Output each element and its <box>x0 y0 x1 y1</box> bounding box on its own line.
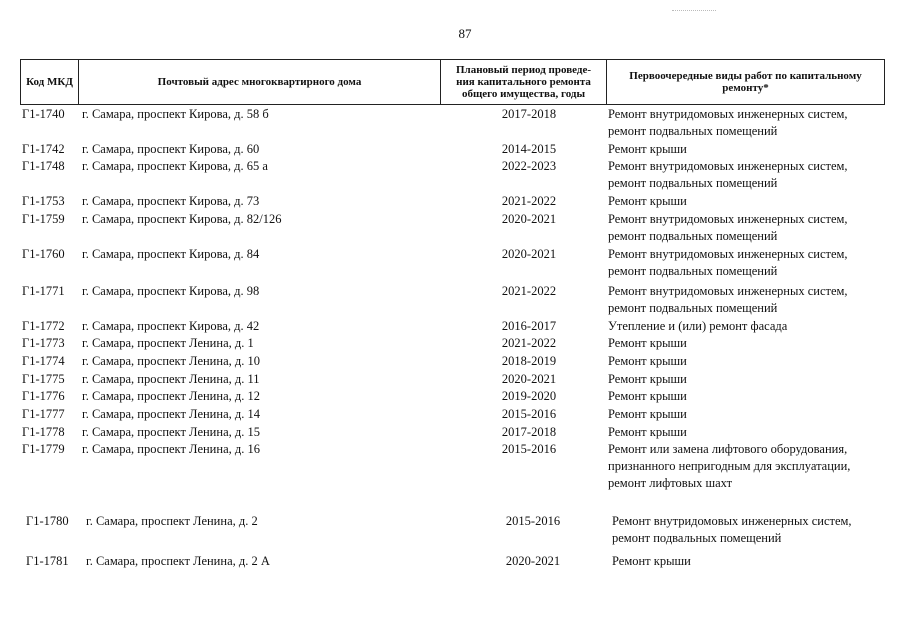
postal-address: г. Самара, проспект Ленина, д. 11 <box>82 372 260 386</box>
header-works-line: ремонту* <box>722 82 769 94</box>
priority-works-line: ремонт лифтовых шахт <box>608 476 733 490</box>
priority-works-line: Утепление и (или) ремонт фасада <box>608 319 788 333</box>
postal-address: г. Самара, проспект Ленина, д. 16 <box>82 442 260 456</box>
mkd-code: Г1-1781 <box>26 554 69 568</box>
priority-works <box>608 441 898 492</box>
priority-works-line: Ремонт или замена лифтового оборудования, <box>608 442 848 456</box>
priority-works-line: Ремонт крыши <box>608 194 687 208</box>
mkd-code: Г1-1742 <box>22 142 65 156</box>
priority-works <box>612 553 902 570</box>
priority-works-line: признанного непригодным для эксплуатации, <box>608 459 851 473</box>
priority-works-line: ремонт подвальных помещений <box>608 176 778 190</box>
mkd-code: Г1-1753 <box>22 194 65 208</box>
priority-works-line: Ремонт внутридомовых инженерных систем, <box>608 107 848 121</box>
mkd-code: Г1-1777 <box>22 407 65 421</box>
priority-works-line: Ремонт крыши <box>608 354 687 368</box>
mkd-code: Г1-1760 <box>22 247 65 261</box>
repair-period: 2020-2021 <box>501 247 557 261</box>
priority-works-line: Ремонт крыши <box>608 389 687 403</box>
mkd-code: Г1-1776 <box>22 389 65 403</box>
postal-address: г. Самара, проспект Ленина, д. 1 <box>82 336 254 350</box>
priority-works <box>608 211 898 245</box>
priority-works <box>608 193 898 210</box>
repair-period: 2021-2022 <box>501 284 557 298</box>
postal-address: г. Самара, проспект Ленина, д. 10 <box>82 354 260 368</box>
postal-address: г. Самара, проспект Ленина, д. 14 <box>82 407 260 421</box>
priority-works-line: Ремонт внутридомовых инженерных систем, <box>608 159 848 173</box>
header-period-line: ния капитального ремонта <box>456 76 591 88</box>
repair-period: 2021-2022 <box>501 194 557 208</box>
priority-works-line: Ремонт внутридомовых инженерных систем, <box>612 514 852 528</box>
priority-works <box>608 388 898 405</box>
repair-period: 2016-2017 <box>501 319 557 333</box>
priority-works-line: Ремонт крыши <box>608 336 687 350</box>
postal-address: г. Самара, проспект Кирова, д. 82/126 <box>82 212 282 226</box>
priority-works-line: Ремонт крыши <box>612 554 691 568</box>
priority-works <box>608 318 898 335</box>
priority-works-line: Ремонт крыши <box>608 425 687 439</box>
priority-works-line: Ремонт крыши <box>608 407 687 421</box>
mkd-code: Г1-1775 <box>22 372 65 386</box>
postal-address: г. Самара, проспект Кирова, д. 65 а <box>82 159 268 173</box>
priority-works-line: Ремонт внутридомовых инженерных систем, <box>608 212 848 226</box>
priority-works-line: Ремонт внутридомовых инженерных систем, <box>608 247 848 261</box>
header-address: Почтовый адрес многоквартирного дома <box>78 60 440 104</box>
priority-works <box>608 141 898 158</box>
priority-works-line: Ремонт внутридомовых инженерных систем, <box>608 284 848 298</box>
priority-works-line: ремонт подвальных помещений <box>608 264 778 278</box>
priority-works <box>608 283 898 317</box>
priority-works-line: ремонт подвальных помещений <box>612 531 782 545</box>
priority-works <box>608 424 898 441</box>
header-code: Код МКД <box>20 60 78 104</box>
priority-works <box>608 158 898 192</box>
repair-period: 2017-2018 <box>501 425 557 439</box>
mkd-code: Г1-1771 <box>22 284 65 298</box>
priority-works <box>612 513 902 547</box>
priority-works <box>608 406 898 423</box>
priority-works-line: ремонт подвальных помещений <box>608 229 778 243</box>
repair-period: 2019-2020 <box>501 389 557 403</box>
postal-address: г. Самара, проспект Ленина, д. 15 <box>82 425 260 439</box>
mkd-code: Г1-1773 <box>22 336 65 350</box>
priority-works <box>608 353 898 370</box>
priority-works <box>608 106 898 140</box>
repair-period: 2020-2021 <box>505 554 561 568</box>
repair-period: 2022-2023 <box>501 159 557 173</box>
priority-works <box>608 371 898 388</box>
repair-period: 2020-2021 <box>501 372 557 386</box>
repair-period: 2015-2016 <box>505 514 561 528</box>
postal-address: г. Самара, проспект Ленина, д. 2 <box>86 514 258 528</box>
postal-address: г. Самара, проспект Кирова, д. 84 <box>82 247 260 261</box>
repair-period: 2015-2016 <box>501 442 557 456</box>
repair-period: 2015-2016 <box>501 407 557 421</box>
page-number: 87 <box>458 26 472 41</box>
repair-period: 2014-2015 <box>501 142 557 156</box>
postal-address: г. Самара, проспект Ленина, д. 2 А <box>86 554 270 568</box>
priority-works-line: ремонт подвальных помещений <box>608 124 778 138</box>
mkd-code: Г1-1778 <box>22 425 65 439</box>
mkd-code: Г1-1759 <box>22 212 65 226</box>
priority-works-line: Ремонт крыши <box>608 372 687 386</box>
priority-works-line: Ремонт крыши <box>608 142 687 156</box>
postal-address: г. Самара, проспект Кирова, д. 60 <box>82 142 260 156</box>
header-works-line: Первоочередные виды работ по капитальному <box>629 70 862 82</box>
postal-address: г. Самара, проспект Кирова, д. 73 <box>82 194 260 208</box>
mkd-code: Г1-1780 <box>26 514 69 528</box>
repair-period: 2020-2021 <box>501 212 557 226</box>
repair-period: 2017-2018 <box>501 107 557 121</box>
header-period-line: Плановый период проведе- <box>455 64 592 76</box>
postal-address: г. Самара, проспект Ленина, д. 12 <box>82 389 260 403</box>
priority-works <box>608 246 898 280</box>
postal-address: г. Самара, проспект Кирова, д. 58 б <box>82 107 269 121</box>
mkd-code: Г1-1748 <box>22 159 65 173</box>
postal-address: г. Самара, проспект Кирова, д. 98 <box>82 284 260 298</box>
header-period-line: общего имущества, годы <box>461 88 586 100</box>
repair-period: 2018-2019 <box>501 354 557 368</box>
mkd-code: Г1-1774 <box>22 354 65 368</box>
priority-works <box>608 335 898 352</box>
mkd-code: Г1-1779 <box>22 442 65 456</box>
priority-works-line: ремонт подвальных помещений <box>608 301 778 315</box>
postal-address: г. Самара, проспект Кирова, д. 42 <box>82 319 260 333</box>
mkd-code: Г1-1772 <box>22 319 65 333</box>
mkd-code: Г1-1740 <box>22 107 65 121</box>
repair-period: 2021-2022 <box>501 336 557 350</box>
